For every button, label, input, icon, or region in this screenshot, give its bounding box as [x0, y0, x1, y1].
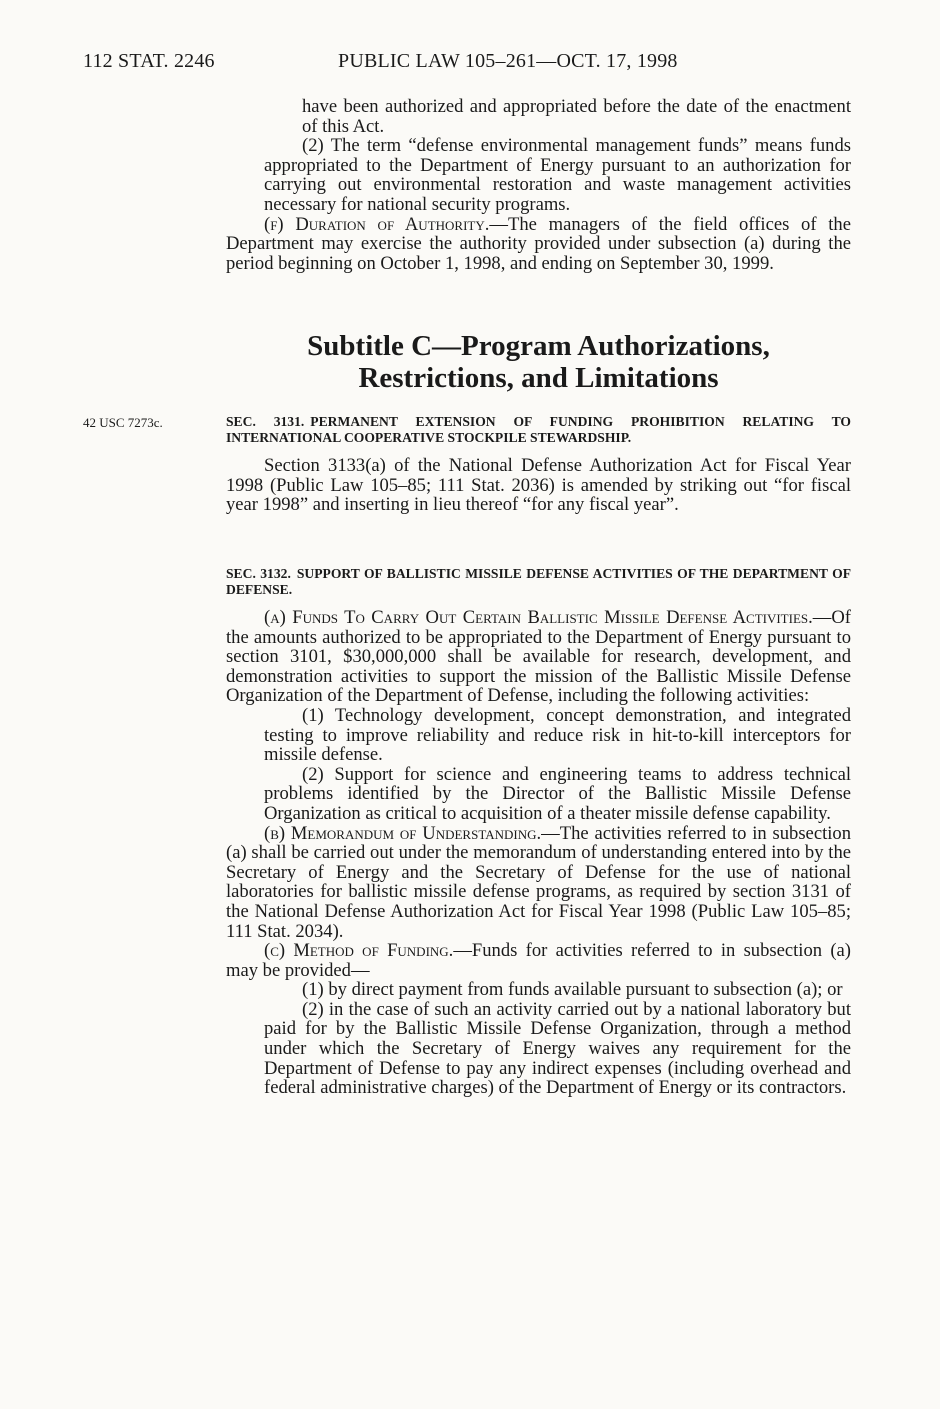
section-3132-title: SUPPORT OF BALLISTIC MISSILE DEFENSE ACTIVITIES OF THE DEPARTMENT OF DEFENSE.: [226, 566, 852, 597]
margin-citation: 42 USC 7273c.: [83, 415, 163, 430]
heading-a: (a) Funds To Carry Out Certain Ballistic Missile Defense Activities.: [264, 607, 813, 628]
subtitle-heading: [226, 330, 851, 394]
section-3132: [226, 566, 851, 1098]
paragraph-c2: (2) in the case of such an activity carried out by a national laboratory but paid for by the Ballistic Missile Defense Organization, through a method under which the Secretary of Energy waives any requirement for the Department of Defense to pay any indirect expenses (including overhead and federal administrative charges) of the Department of Energy or its contractors.: [264, 998, 851, 1099]
heading-b: (b) Memorandum of Understanding.: [264, 822, 542, 844]
subtitle-line-2: Restrictions, and Limitations: [358, 362, 719, 394]
body-b: —The activities referred to in subsection (a) shall be carried out under the memorandum of understanding entered into by the Secretary of Energy and the Secretary of Defense for the use of national laboratories for ballistic missile defense programs, as required by section 3131 of the National Defense Authorization Act for Fiscal Year 1998 (Public Law 105–85; 111 Stat. 2034).: [226, 822, 851, 942]
paragraph-e2: (2) The term “defense environmental management funds” means funds appropriated to the Department of Energy pursuant to an authorization for carrying out environmental restoration and waste management activities necessary for national security programs.: [264, 135, 851, 215]
subtitle-line-1: Subtitle C—Program Authorizations,: [307, 330, 770, 362]
section-3131-body: Section 3133(a) of the National Defense Authorization Act for Fiscal Year 1998 (Public Law 105–85; 111 Stat. 2036) is amended by striking out “for fiscal year 1998” and inserting in lieu thereof “for any fiscal year”.: [226, 455, 851, 516]
section-3131-heading: [226, 414, 851, 446]
top-text-block: [226, 97, 851, 273]
heading-c: (c) Method of Funding.: [264, 940, 454, 962]
paragraph-f: [226, 215, 851, 274]
heading-f: (f) Duration of Authority.: [264, 213, 490, 235]
section-3132-heading: [226, 566, 851, 598]
paragraph-c1: (1) by direct payment from funds available pursuant to subsection (a); or: [302, 979, 843, 1001]
body-a: —Of the amounts authorized to be appropriated to the Department of Energy pursuant to section 3101, $30,000,000 shall be available for research, development, and demonstration activities to support the mission of the Ballistic Missile Defense Organization of the Department of Defense, including the following activities:: [226, 607, 851, 707]
paragraph-continuation: have been authorized and appropriated before the date of the enactment of this Act.: [302, 96, 851, 137]
section-3131-number: SEC. 3131.: [226, 414, 305, 429]
running-header: PUBLIC LAW 105–261—OCT. 17, 1998: [338, 50, 678, 72]
body-c: —Funds for activities referred to in subsection (a) may be provided—: [226, 940, 851, 981]
section-3131: [226, 414, 851, 515]
section-3132-number: SEC. 3132.: [226, 566, 291, 581]
paragraph-a2: (2) Support for science and engineering teams to address technical problems identified by the Director of the Ballistic Missile Defense Organization as critical to acquisition of a theater missile defense capability.: [264, 763, 851, 824]
page-stat-number: 112 STAT. 2246: [83, 50, 215, 72]
paragraph-b: [226, 824, 851, 942]
paragraph-a1: (1) Technology development, concept demonstration, and integrated testing to improve reliability and reduce risk in hit-to-kill interceptors for missile defense.: [264, 704, 851, 766]
paragraph-c: [226, 941, 851, 980]
paragraph-a: [226, 608, 851, 706]
section-3131-title: PERMANENT EXTENSION OF FUNDING PROHIBITION RELATING TO INTERNATIONAL COOPERATIVE STOCKPILE STEWARDSHIP.: [226, 414, 852, 445]
body-f: —The managers of the field offices of the Department may exercise the authority provided under subsection (a) during the period beginning on October 1, 1998, and ending on September 30, 1999.: [226, 213, 851, 274]
